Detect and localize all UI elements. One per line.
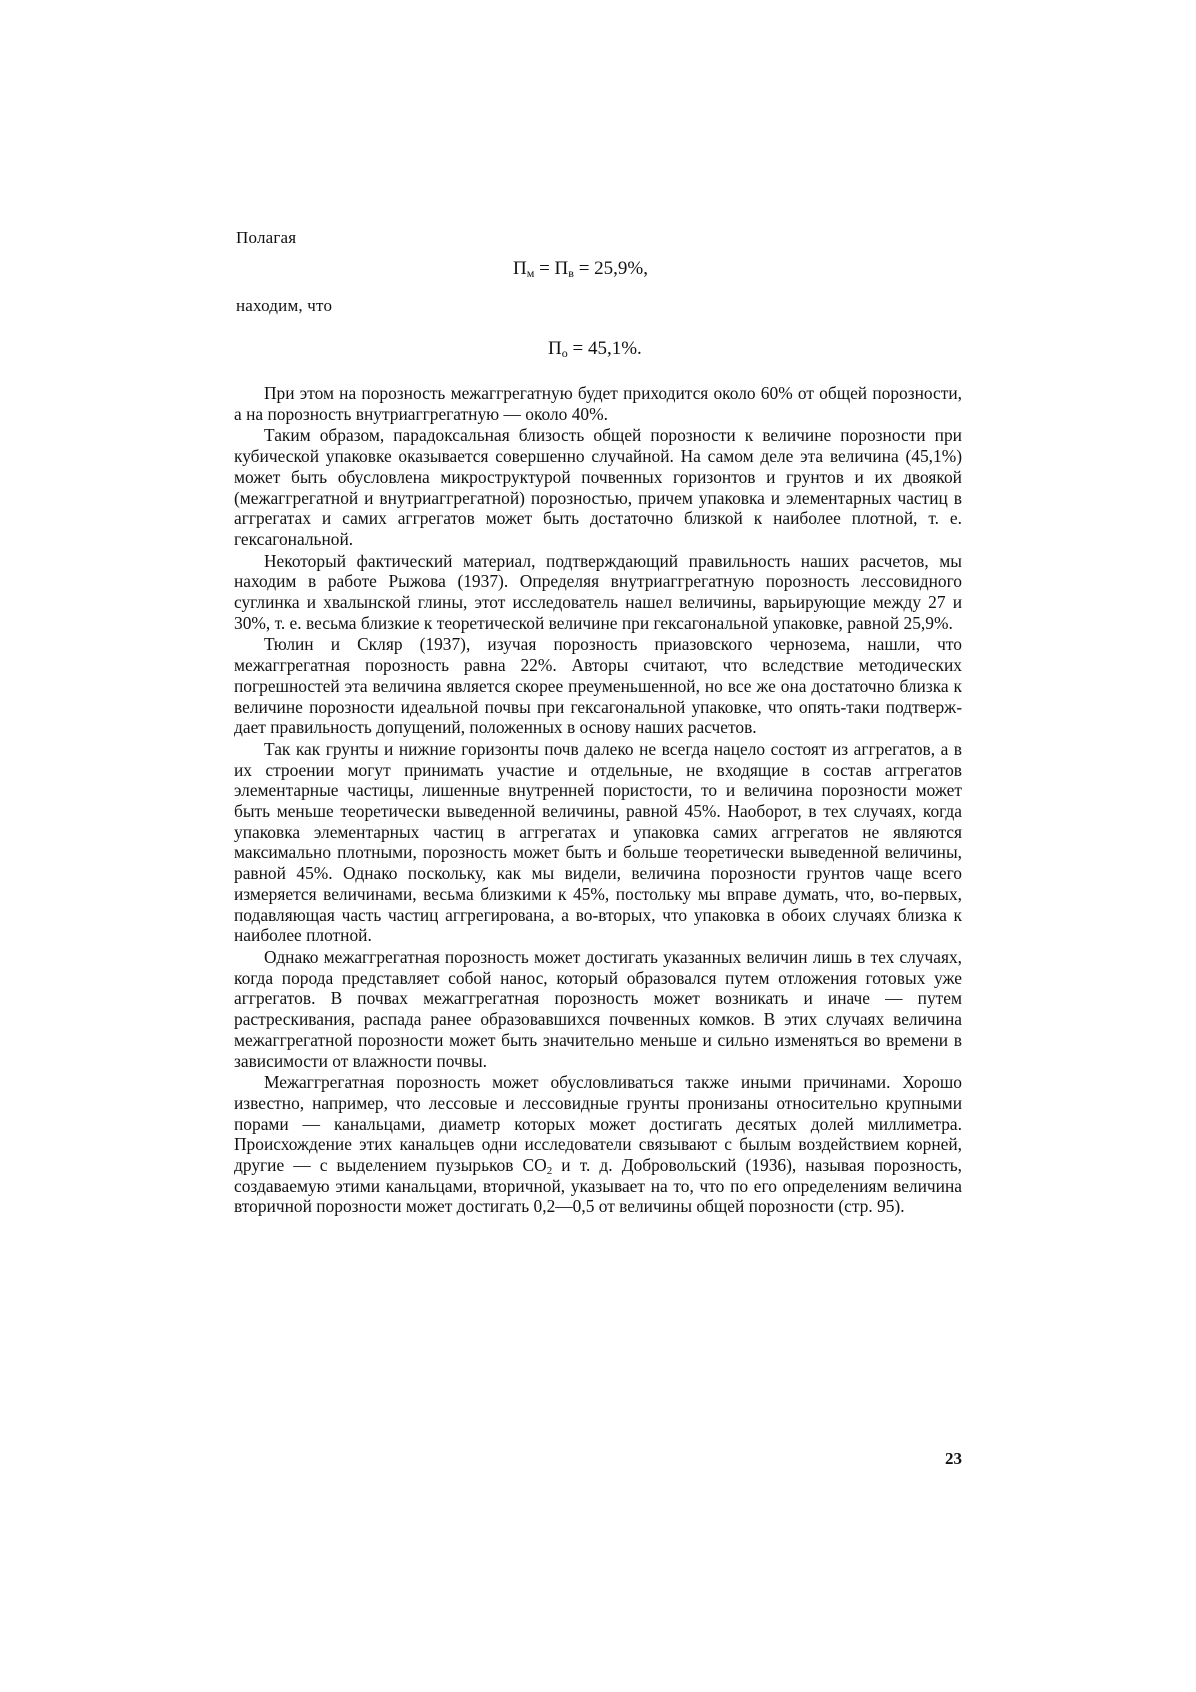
- paragraph: Некоторый фактический материал, подтверждающий правильность наших расчетов, мы находим в работе Рыжова (1937). Определяя внутриаггрегатную порозность лессовидного суглинка и хвалынской глины, этот исследователь нашел величины, варьирующие между 27 и 30%, т. е. весьма близкие к теоретической величине при гексагональной упаковке, равной 25,9%.: [234, 550, 962, 633]
- chemical-subscript: 2: [546, 1165, 553, 1178]
- paragraph: Таким образом, парадоксальная близость общей порозности к величине порозности при кубической упаковке оказывается совершенно случайной. На самом деле эта величина (45,1%) может быть обусловлена микроструктурой почвенных горизонтов и грунтов и их двоякой (межаггрегатной и внутриаггрегатной) порозностью, причем упаковка и элементарных частиц в аггрегатах и самих аггрегатов может быть достаточно близкой к наиболее плотной, т. е. гексагональной.: [234, 425, 962, 549]
- page-number: 23: [945, 1449, 962, 1468]
- formula-symbol: П: [554, 258, 569, 279]
- formula-porosity-equality: [513, 258, 648, 281]
- formula-symbol: П: [548, 338, 562, 359]
- formula-subscript: м: [526, 266, 535, 280]
- paragraph: При этом на порозность межаггрегатную будет приходится около 60% от общей порозности, а на порозность внутриаггрегатную — около 40%.: [234, 383, 962, 424]
- formula-subscript: о: [561, 346, 568, 360]
- paragraph-text: и т. д. Добровольский (1936), называя порозность, создаваемую этими канальцами, вторичной, указывает на то, что по его определениям величина вторичной порозности может достигать 0,2—0,5 от величины общей порозности (стр. 95).: [234, 1155, 962, 1217]
- lead-in-text: Полагая: [236, 228, 297, 247]
- paragraph: Так как грунты и нижние горизонты почв далеко не всегда нацело состоят из аггрегатов, а в их строении могут принимать участие и отдельные, не входящие в состав аггрегатов элементарные частицы, лишенные внутренней пористости, то и величина порозности может быть меньше теоретически выведенной величины, равной 45%. Наоборот, в тех случаях, когда упаковка элементарных частиц в аггрегатах и упаковка самих аггрегатов не являются максимально плотными, порозность может быть и больше теоретически выведенной величины, равной 45%. Однако поскольку, как мы видели, величина порозности грунтов чаще всего измеряется величинами, весьма близкими к 45%, постольку мы вправе думать, что, во-первых, подавляющая часть частиц аггрегирована, а во-вторых, что упаковка в обоих случаях близка к наиболее плотной.: [234, 738, 962, 946]
- paragraph-text: Межаггрегатная порозность может обусловливаться также иными причинами. Хорошо известно, например, что лессовые и лессовидные грунты пронизаны относительно крупными порами — канальцами, диаметр которых может достигать десятых долей миллиметра. Происхождение этих канальцев одни исследователи связывают с былым воздействием корней, другие — с выделением пузырьков CO: [234, 1072, 962, 1176]
- paragraph: Однако межаггрегатная порозность может достигать указанных величин лишь в тех случаях, когда порода представляет собой нанос, который образовался путем отложения готовых уже аггрегатов. В почвах межаггрегатная порозность может возникать и иначе — путем растрескивания, распада ранее образовавшихся почвенных комков. В этих случаях величина межаггрегатной порозности может быть значительно меньше и сильно изменяться во времени в зависимости от влажности почвы.: [234, 946, 962, 1071]
- body-text: [234, 383, 962, 1217]
- formula-value: = 25,9%,: [573, 258, 648, 279]
- lead-in-text: находим, что: [236, 296, 333, 315]
- formula-total-porosity: [548, 338, 642, 361]
- formula-value: = 45,1%.: [567, 338, 642, 359]
- paragraph: [234, 1072, 962, 1217]
- formula-subscript: в: [568, 266, 574, 280]
- paragraph: Тюлин и Скляр (1937), изучая порозность приазовского чернозема, нашли, что межаггрегатная порозность равна 22%. Авторы считают, что вследствие методических погрешностей эта величина является скорее преуменьшенной, но все же она достаточно близка к величине порозности идеальной почвы при гексагональной упаковке, что опять-таки подтверждает правильность допущений, положенных в основу наших расчетов.: [234, 634, 962, 738]
- formula-symbol: П: [513, 258, 527, 279]
- formula-operator: =: [534, 258, 555, 279]
